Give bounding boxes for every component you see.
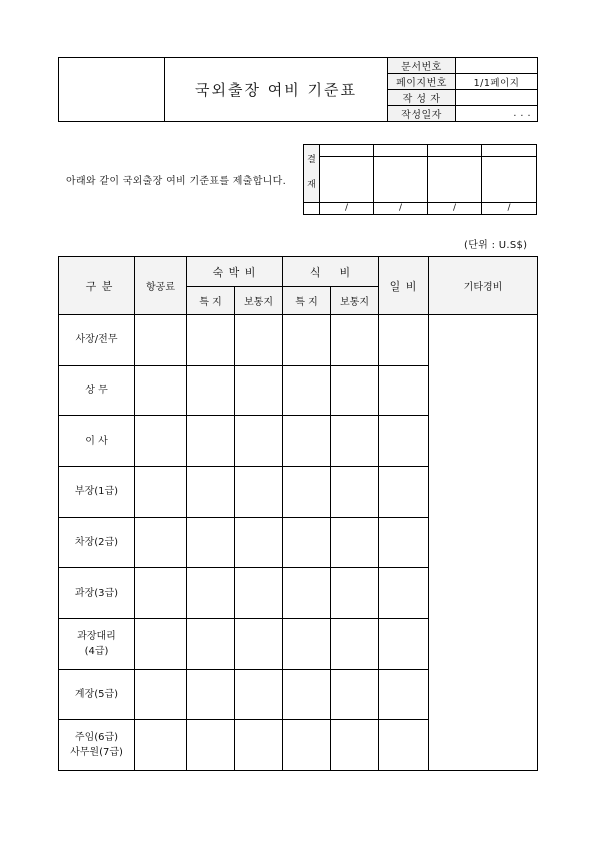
lodging-special-cell[interactable] — [187, 669, 235, 720]
meals-normal-cell[interactable] — [331, 416, 379, 467]
daily-cell[interactable] — [379, 568, 429, 619]
doc-number-label: 문서번호 — [388, 58, 456, 74]
meals-special-cell[interactable] — [283, 365, 331, 416]
page-number-value: 1/1페이지 — [456, 74, 538, 90]
meals-normal-cell[interactable] — [331, 568, 379, 619]
row-category: 계장(5급) — [59, 669, 135, 720]
date-label: 작성일자 — [388, 106, 456, 122]
row-category: 과장(3급) — [59, 568, 135, 619]
row-category: 부장(1급) — [59, 466, 135, 517]
row-category: 차장(2급) — [59, 517, 135, 568]
daily-cell[interactable] — [379, 720, 429, 771]
lodging-special-cell[interactable] — [187, 517, 235, 568]
document-header — [58, 57, 538, 122]
approver-sign-1[interactable] — [320, 157, 374, 203]
header-lodging-special: 특 지 — [187, 287, 235, 315]
header-lodging-normal: 보통지 — [235, 287, 283, 315]
meals-normal-cell[interactable] — [331, 466, 379, 517]
lodging-special-cell[interactable] — [187, 568, 235, 619]
header-other: 기타경비 — [429, 257, 538, 315]
page-number-label: 페이지번호 — [388, 74, 456, 90]
airfare-cell[interactable] — [135, 669, 187, 720]
approval-label-bottom: 재 — [307, 180, 316, 191]
daily-cell[interactable] — [379, 466, 429, 517]
daily-cell[interactable] — [379, 365, 429, 416]
meals-special-cell[interactable] — [283, 416, 331, 467]
document-title: 국외출장 여비 기준표 — [165, 58, 388, 122]
author-value[interactable] — [456, 90, 538, 106]
lodging-special-cell[interactable] — [187, 315, 235, 366]
lodging-normal-cell[interactable] — [235, 466, 283, 517]
table-row — [59, 315, 538, 366]
header-blank-cell — [59, 58, 165, 122]
row-category: 과장대리 (4급) — [59, 618, 135, 669]
author-label: 작 성 자 — [388, 90, 456, 106]
approver-sign-2[interactable] — [374, 157, 428, 203]
header-daily: 일 비 — [379, 257, 429, 315]
row-category: 사장/전무 — [59, 315, 135, 366]
lodging-normal-cell[interactable] — [235, 365, 283, 416]
approval-date-side — [304, 202, 320, 214]
approval-side-label — [304, 145, 320, 203]
submission-text: 아래와 같이 국외출장 여비 기준표를 제출합니다. — [66, 176, 287, 187]
approval-date-3[interactable]: / — [428, 202, 482, 214]
lodging-normal-cell[interactable] — [235, 669, 283, 720]
approver-title-2[interactable] — [374, 145, 428, 157]
lodging-normal-cell[interactable] — [235, 416, 283, 467]
approver-title-1[interactable] — [320, 145, 374, 157]
meals-normal-cell[interactable] — [331, 720, 379, 771]
approver-sign-3[interactable] — [428, 157, 482, 203]
approval-label-top: 결 — [307, 155, 316, 166]
airfare-cell[interactable] — [135, 618, 187, 669]
daily-cell[interactable] — [379, 669, 429, 720]
airfare-cell[interactable] — [135, 568, 187, 619]
approver-sign-4[interactable] — [482, 157, 537, 203]
doc-number-value[interactable] — [456, 58, 538, 74]
approver-title-4[interactable] — [482, 145, 537, 157]
lodging-normal-cell[interactable] — [235, 315, 283, 366]
airfare-cell[interactable] — [135, 720, 187, 771]
airfare-cell[interactable] — [135, 517, 187, 568]
meals-normal-cell[interactable] — [331, 669, 379, 720]
lodging-normal-cell[interactable] — [235, 720, 283, 771]
meals-normal-cell[interactable] — [331, 315, 379, 366]
meals-special-cell[interactable] — [283, 517, 331, 568]
header-meals: 식 비 — [283, 257, 379, 287]
approval-date-1[interactable]: / — [320, 202, 374, 214]
lodging-special-cell[interactable] — [187, 416, 235, 467]
row-category: 상 무 — [59, 365, 135, 416]
daily-cell[interactable] — [379, 618, 429, 669]
approver-title-3[interactable] — [428, 145, 482, 157]
lodging-special-cell[interactable] — [187, 466, 235, 517]
other-expenses-cell[interactable] — [429, 315, 538, 771]
meals-special-cell[interactable] — [283, 618, 331, 669]
airfare-cell[interactable] — [135, 315, 187, 366]
row-category: 주임(6급) 사무원(7급) — [59, 720, 135, 771]
airfare-cell[interactable] — [135, 365, 187, 416]
header-meals-special: 특 지 — [283, 287, 331, 315]
meals-special-cell[interactable] — [283, 466, 331, 517]
header-category: 구 분 — [59, 257, 135, 315]
approval-box — [303, 144, 537, 215]
meals-normal-cell[interactable] — [331, 618, 379, 669]
lodging-special-cell[interactable] — [187, 618, 235, 669]
meals-special-cell[interactable] — [283, 315, 331, 366]
travel-expense-table — [58, 256, 538, 771]
approval-date-4[interactable]: / — [482, 202, 537, 214]
lodging-normal-cell[interactable] — [235, 568, 283, 619]
airfare-cell[interactable] — [135, 416, 187, 467]
daily-cell[interactable] — [379, 517, 429, 568]
header-lodging: 숙 박 비 — [187, 257, 283, 287]
date-value[interactable]: . . . — [456, 106, 538, 122]
airfare-cell[interactable] — [135, 466, 187, 517]
lodging-normal-cell[interactable] — [235, 618, 283, 669]
meals-special-cell[interactable] — [283, 720, 331, 771]
daily-cell[interactable] — [379, 315, 429, 366]
row-category: 이 사 — [59, 416, 135, 467]
header-airfare: 항공료 — [135, 257, 187, 315]
meals-normal-cell[interactable] — [331, 517, 379, 568]
lodging-special-cell[interactable] — [187, 720, 235, 771]
lodging-special-cell[interactable] — [187, 365, 235, 416]
meals-special-cell[interactable] — [283, 568, 331, 619]
approval-date-2[interactable]: / — [374, 202, 428, 214]
lodging-normal-cell[interactable] — [235, 517, 283, 568]
meals-normal-cell[interactable] — [331, 365, 379, 416]
unit-label: (단위 : U.S$) — [464, 240, 528, 251]
meals-special-cell[interactable] — [283, 669, 331, 720]
header-meals-normal: 보통지 — [331, 287, 379, 315]
daily-cell[interactable] — [379, 416, 429, 467]
